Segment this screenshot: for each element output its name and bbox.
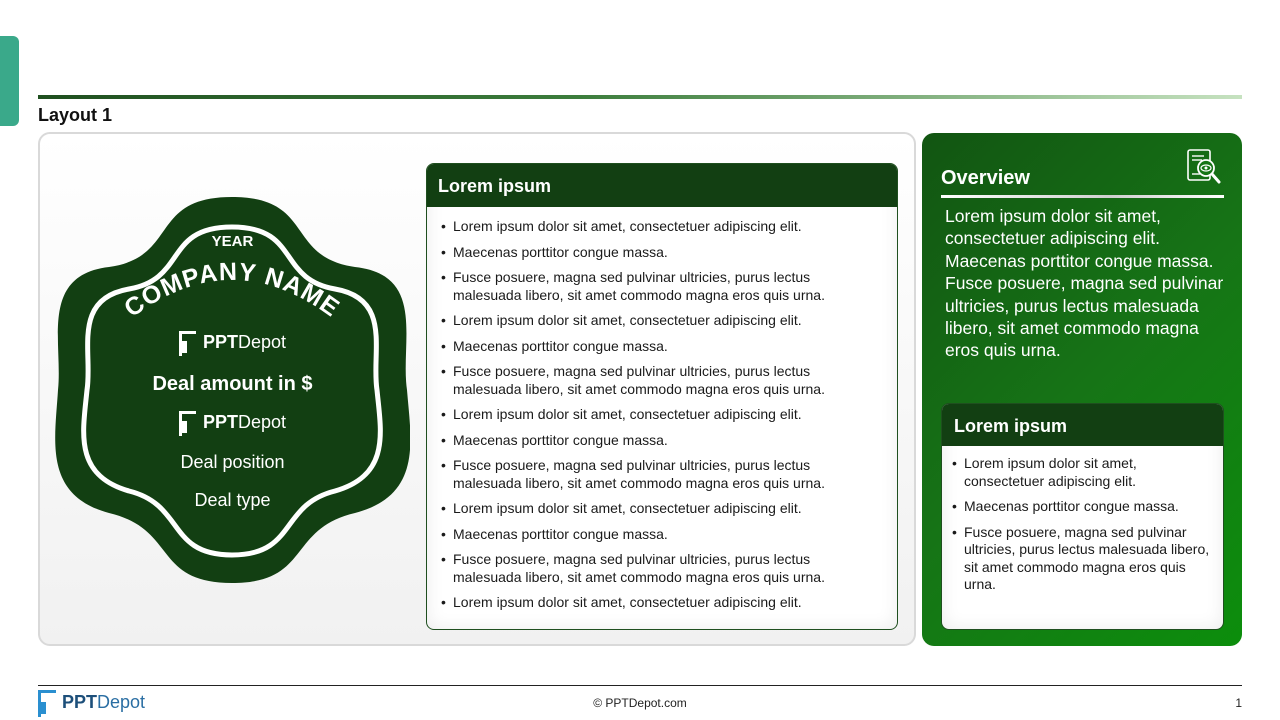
- footer-logo-bold: PPT: [62, 691, 98, 712]
- badge-logo-bottom: [55, 411, 410, 433]
- deal-type: Deal type: [194, 490, 271, 510]
- list-item: • Maecenas porttitor congue massa.: [964, 498, 1211, 516]
- page-number: 1: [1235, 696, 1242, 710]
- list-item: • Lorem ipsum dolor sit amet, consectetuer adipiscing elit.: [453, 500, 877, 518]
- document-search-icon: [1186, 148, 1222, 186]
- badge-logo-top: [55, 331, 410, 353]
- footer-logo-regular: Depot: [97, 691, 146, 712]
- list-item: • Maecenas porttitor congue massa.: [453, 338, 877, 356]
- title-rule: [38, 95, 1242, 99]
- deal-amount: Deal amount in $: [152, 373, 313, 395]
- side-card-title: Lorem ipsum: [942, 404, 1223, 446]
- side-card-list: [942, 446, 1223, 594]
- pptdepot-logo-icon: [179, 331, 197, 353]
- badge-year: YEAR: [211, 233, 254, 250]
- deal-position: Deal position: [180, 452, 285, 472]
- main-bullet-card: [426, 163, 898, 630]
- list-item: • Fusce posuere, magna sed pulvinar ultricies, purus lectus malesuada libero, sit amet commodo magna eros quis urna.: [964, 524, 1211, 594]
- list-item: • Fusce posuere, magna sed pulvinar ultricies, purus lectus malesuada libero, sit amet commodo magna eros quis urna.: [453, 457, 877, 492]
- list-item: • Maecenas porttitor congue massa.: [453, 244, 877, 262]
- logo-bold-text: PPT: [202, 411, 238, 432]
- page-title: Layout 1: [38, 105, 113, 125]
- overview-rule: [941, 195, 1224, 198]
- side-accent-tab: [0, 36, 19, 126]
- list-item: • Fusce posuere, magna sed pulvinar ultricies, purus lectus malesuada libero, sit amet commodo magna eros quis urna.: [453, 269, 877, 304]
- list-item: • Lorem ipsum dolor sit amet, consectetuer adipiscing elit.: [964, 455, 1211, 490]
- list-item: • Lorem ipsum dolor sit amet, consectetuer adipiscing elit.: [453, 406, 877, 424]
- side-bullet-card: [941, 403, 1224, 630]
- list-item: • Fusce posuere, magna sed pulvinar ultricies, purus lectus malesuada libero, sit amet commodo magna eros quis urna.: [453, 551, 877, 586]
- main-card-list: [427, 207, 897, 612]
- company-badge: [55, 195, 410, 585]
- list-item: • Maecenas porttitor congue massa.: [453, 432, 877, 450]
- list-item: • Fusce posuere, magna sed pulvinar ultricies, purus lectus malesuada libero, sit amet commodo magna eros quis urna.: [453, 363, 877, 398]
- copyright-text: © PPTDepot.com: [593, 696, 687, 710]
- main-card-title: Lorem ipsum: [427, 164, 897, 207]
- pptdepot-logo-icon: [179, 411, 197, 433]
- company-name: COMPANY NAME: [119, 257, 345, 323]
- overview-body: Lorem ipsum dolor sit amet, consectetuer adipiscing elit. Maecenas porttitor congue massa. Fusce posuere, magna sed pulvinar ultricies, purus lectus malesuada libero, sit amet commodo magna eros quis urna.: [945, 206, 1224, 361]
- logo-bold-text: PPT: [202, 331, 238, 352]
- footer-rule: [38, 685, 1242, 686]
- list-item: • Lorem ipsum dolor sit amet, consectetuer adipiscing elit.: [453, 312, 877, 330]
- list-item: • Maecenas porttitor congue massa.: [453, 526, 877, 544]
- list-item: • Lorem ipsum dolor sit amet, consectetuer adipiscing elit.: [453, 218, 877, 236]
- logo-regular-text: Depot: [237, 331, 287, 352]
- logo-regular-text: Depot: [237, 411, 287, 432]
- list-item: • Lorem ipsum dolor sit amet, consectetuer adipiscing elit.: [453, 594, 877, 612]
- overview-title: Overview: [941, 167, 1030, 189]
